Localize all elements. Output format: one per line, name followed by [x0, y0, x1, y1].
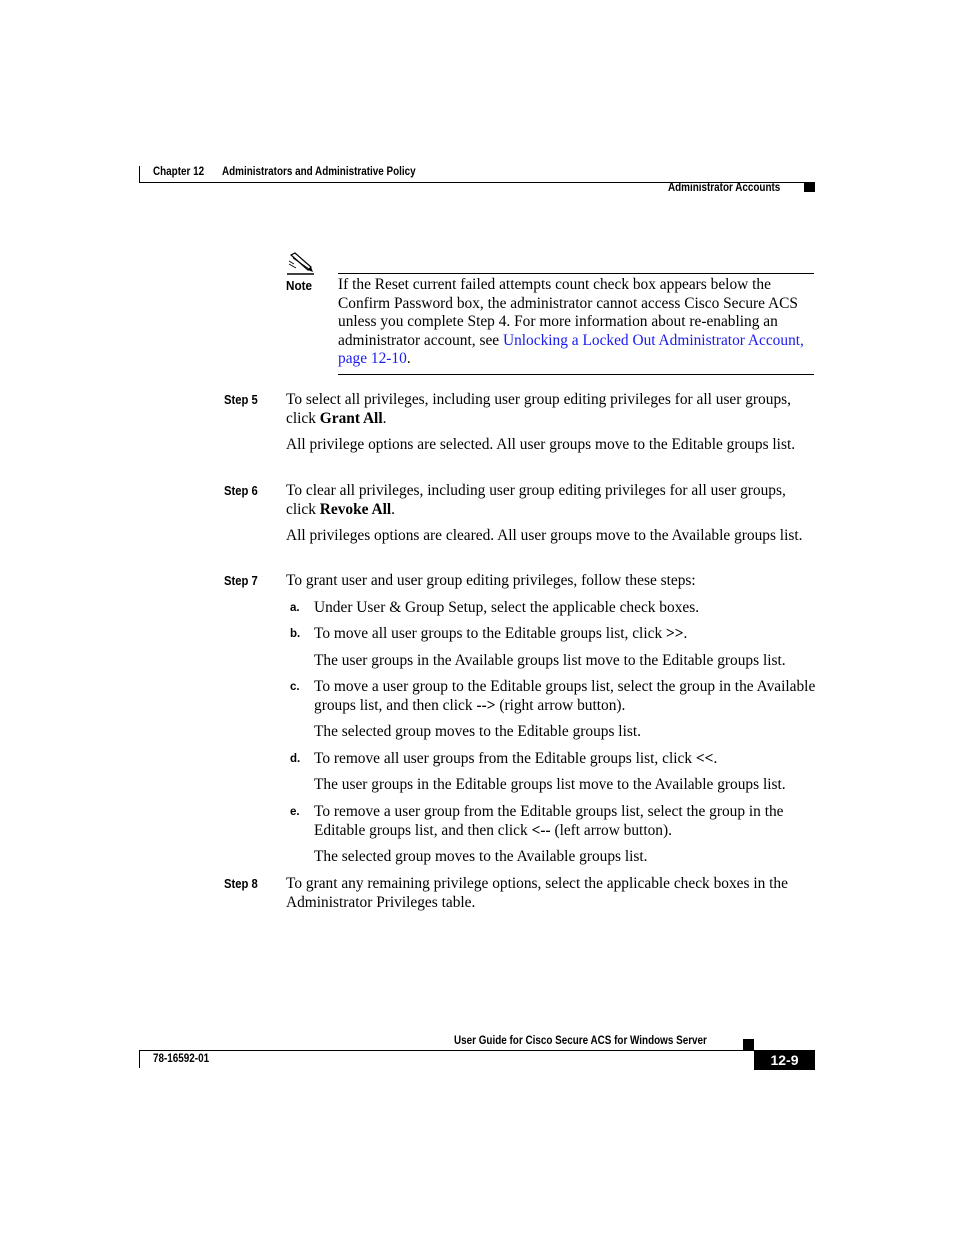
- step-8-text: To grant any remaining privilege options, select the applicable check boxes in the Administrator Privileges table.: [286, 875, 788, 911]
- right-arrow-term: -->: [476, 696, 496, 714]
- substep-b-result: The user groups in the Available groups list move to the Editable groups list.: [314, 652, 786, 669]
- page-number: 12-9: [754, 1050, 815, 1070]
- footer-left-tick: [139, 1050, 140, 1068]
- left-arrow-term: <--: [531, 821, 551, 839]
- substep-c-result: The selected group moves to the Editable groups list.: [314, 723, 641, 740]
- substep-c-text-body: To move a user group to the Editable groups list, select the group in the Available groups list, and then click: [314, 678, 816, 714]
- substep-c-label: c.: [290, 681, 300, 693]
- note-text-end: .: [406, 350, 411, 368]
- grant-all-term: Grant All: [319, 409, 383, 427]
- substep-b-text: [314, 625, 818, 644]
- step-5-text-end: .: [382, 409, 387, 427]
- substep-c-text: [314, 678, 818, 715]
- header-left-tick: [139, 166, 140, 183]
- step-8-label: Step 8: [224, 877, 258, 891]
- move-all-right-term: >>: [666, 625, 684, 642]
- note-text-body: If the Reset current failed attempts count check box appears below the Confirm Password box, the administrator cannot access Cisco Secure ACS unless you complete Step 4. For more information about re-enabling an administrator account, see: [338, 276, 798, 349]
- substep-e-text-body: To remove a user group from the Editable groups list, select the group in the Editable groups list, and then click: [314, 803, 784, 839]
- step-7-label: Step 7: [224, 574, 258, 588]
- substep-a-label: a.: [290, 602, 300, 614]
- header-chapter: Chapter 12: [153, 166, 205, 178]
- substep-a-text: Under User & Group Setup, select the applicable check boxes.: [314, 599, 700, 616]
- footer-guide-title: User Guide for Cisco Secure ACS for Windows Server: [454, 1035, 707, 1047]
- substep-d-text: [314, 750, 818, 769]
- step-6-result: All privileges options are cleared. All user groups move to the Available groups list.: [286, 527, 803, 544]
- note-top-rule: [338, 273, 814, 274]
- revoke-all-term: Revoke All: [319, 500, 392, 518]
- step-5-text-body: To select all privileges, including user group editing privileges for all user groups, click: [286, 391, 791, 427]
- footer-rule: [139, 1050, 815, 1051]
- note-text: [338, 276, 818, 369]
- step-7-text: To grant user and user group editing privileges, follow these steps:: [286, 572, 696, 589]
- footer-doc-number: 78-16592-01: [153, 1053, 210, 1065]
- header-section: Administrator Accounts: [668, 182, 781, 194]
- substep-b-label: b.: [290, 628, 301, 640]
- note-link[interactable]: Unlocking a Locked Out Administrator Account, page 12-10: [338, 331, 804, 368]
- substep-e-text: [314, 803, 818, 840]
- header-marker: [804, 182, 815, 192]
- substep-b-text-body: To move all user groups to the Editable groups list, click: [314, 625, 666, 642]
- step-5-label: Step 5: [224, 393, 258, 407]
- move-all-left-term: <<: [695, 750, 714, 767]
- note-label: Note: [286, 278, 313, 293]
- substep-d-text-end: .: [713, 750, 718, 767]
- substep-d-text-body: To remove all user groups from the Editable groups list, click: [314, 750, 696, 767]
- step-5-text: [286, 391, 818, 428]
- step-6-text: [286, 482, 818, 519]
- substep-d-label: d.: [290, 753, 301, 765]
- step-6-label: Step 6: [224, 484, 258, 498]
- substep-e-result: The selected group moves to the Available groups list.: [314, 848, 648, 865]
- substep-c-text-end: (right arrow button).: [495, 696, 626, 714]
- step-6-text-end: .: [391, 500, 396, 518]
- footer-marker: [743, 1039, 754, 1050]
- substep-e-label: e.: [290, 806, 300, 818]
- substep-e-text-end: (left arrow button).: [550, 821, 672, 839]
- substep-d-result: The user groups in the Editable groups list move to the Available groups list.: [314, 776, 786, 793]
- pencil-note-icon: [286, 252, 316, 276]
- header-chapter-title: Administrators and Administrative Policy: [222, 166, 416, 178]
- step-5-result: All privilege options are selected. All user groups move to the Editable groups list.: [286, 436, 796, 453]
- substep-b-text-end: .: [683, 625, 688, 642]
- step-6-text-body: To clear all privileges, including user group editing privileges for all user groups, click: [286, 482, 786, 518]
- note-bottom-rule: [338, 374, 814, 375]
